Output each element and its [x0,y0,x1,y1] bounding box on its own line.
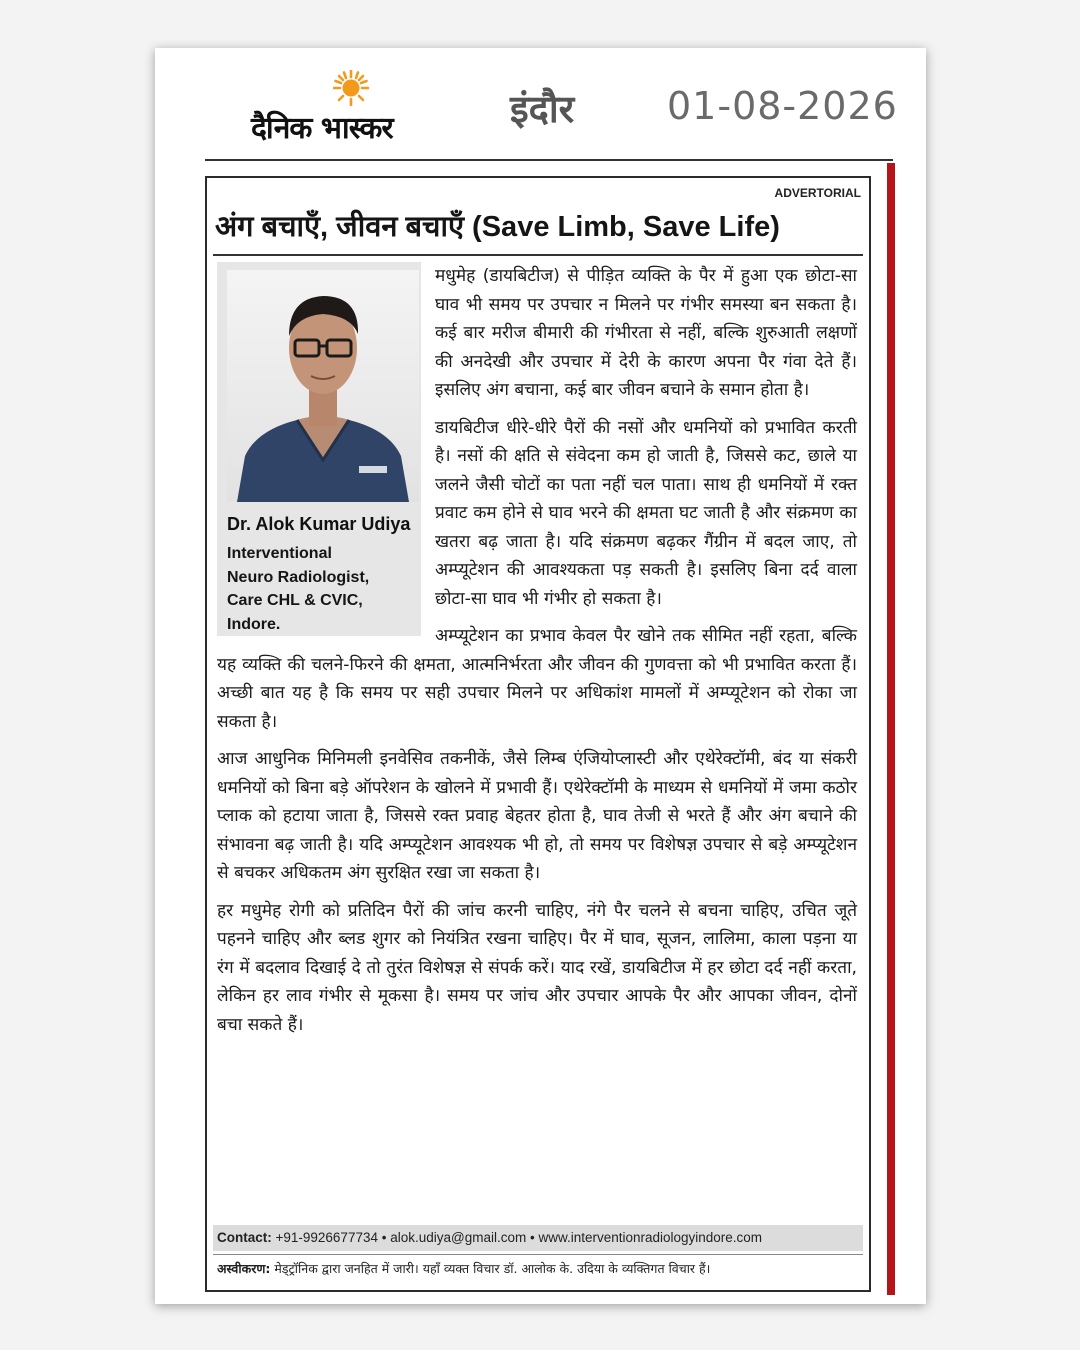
paragraph: मधुमेह (डायबिटीज) से पीड़ित व्यक्ति के पैर में हुआ एक छोटा-सा घाव भी समय पर उपचार न मिलने पर गंभीर समस्या बन सकता है। कई बार मरीज बीमारी की गंभीरता से नहीं, बल्कि शुरुआती लक्षणों की अनदेखी और उपचार में देरी के कारण अपना पैर गंवा देते हैं। इसलिए अंग बचाना, कई बार जीवन बचाने के समान होता है। [435,266,857,400]
divider [213,254,863,256]
masthead [155,48,926,158]
disclaimer-label: अस्वीकरण: [217,1261,271,1276]
paragraph: डायबिटीज धीरे-धीरे पैरों की नसों और धमनियों को प्रभावित करती है। नसों की क्षति से संवेदना कम हो जाती है, जिससे कट, छाले या जलने जैसी चोटों का पता नहीं चल पाता। साथ ही धमनियों में रक्त प्रवाट कम होने से घाव भरने की क्षमता घट जाती है और संक्रमण का खतरा बढ़ जाता है। यदि संक्रमण बढ़कर गैंग्रीन में बदल जाए, तो अम्प्यूटेशन की आवश्यकता पड़ सकती है। इसलिए बिना दर्द वाला छोटा-सा घाव भी गंभीर हो सकता है। [435,417,857,609]
sun-logo-icon [333,70,369,106]
divider [205,159,893,161]
author-name: Dr. Alok Kumar Udiya [227,514,411,534]
advertorial-box [205,176,871,1292]
disclaimer-text: मेड्ट्रॉनिक द्वारा जनहित में जारी। यहाँ व्यक्त विचार डॉ. आलोक के. उदिया के व्यक्तिगत विचार हैं। [270,1261,711,1276]
author-photo [227,270,419,502]
red-margin-stripe [887,163,895,1295]
contact-bar [213,1225,863,1251]
edition-date: 01-08-2026 [667,84,898,128]
disclaimer-bar [213,1254,863,1283]
contact-label: Contact: [217,1230,272,1245]
logo-wordmark: दैनिक भास्कर [251,111,393,146]
contact-details: +91-9926677734 • alok.udiya@gmail.com • www.interventionradiologyindore.com [271,1230,763,1245]
author-role: Interventional Neuro Radiologist, Care CHL & CVIC, Indore. [227,545,370,633]
paragraph: अम्प्यूटेशन का प्रभाव केवल पैर खोने तक सीमित नहीं रहता, बल्कि यह व्यक्ति की चलने-फिरने की क्षमता, आत्मनिर्भरता और जीवन की गुणवत्ता को भी प्रभावित करता हैं। अच्छी बात यह है कि समय पर सही उपचार मिलने पर अधिकांश मामलों में अम्प्यूटेशन को रोका जा सकता है। [217,626,857,732]
author-profile [217,262,421,636]
newspaper-logo [251,70,461,148]
headline: अंग बचाएँ, जीवन बचाएँ (Save Limb, Save Life) [215,211,780,243]
paragraph: हर मधुमेह रोगी को प्रतिदिन पैरों की जांच करनी चाहिए, नंगे पैर चलने से बचना चाहिए, उचित जूते पहनने चाहिए और ब्लड शुगर को नियंत्रित रखना चाहिए। पैर में घाव, सूजन, लालिमा, काला पड़ना या रंग में बदलाव दिखाई दे तो तुरंत विशेषज्ञ से संपर्क करें। याद रखें, डायबिटीज में हर छोटा दर्द नहीं करता, लेकिन हर लाव गंभीर से मूकसा है। समय पर जांच और उपचार आपके पैर और आपका जीवन, दोनों बचा सकते हैं। [217,900,857,1035]
newspaper-clipping [155,48,926,1304]
paragraph: आज आधुनिक मिनिमली इनवेसिव तकनीकें, जैसे लिम्ब एंजियोप्लास्टी और एथेरेक्टॉमी, बंद या संकरी धमनियों को बिना बड़े ऑपरेशन के खोलने में प्रभावी हैं। एथेरेक्टॉमी के माध्यम से धमनियों में जमा कठोर प्लाक को हटाया जाता है, जिससे रक्त प्रवाह बेहतर होता है, घाव तेजी से भरते हैं और अंग बचाने की संभावना बढ़ जाती है। यदि अम्प्यूटेशन आवश्यक भी हो, तो समय पर विशेषज्ञ उपचार से बड़े अम्प्यूटेशन से बचकर अधिकतम अंग सुरक्षित रखा जा सकता है। [217,749,857,883]
advertorial-tag: ADVERTORIAL [774,186,861,200]
edition-city: इंदौर [510,87,575,131]
